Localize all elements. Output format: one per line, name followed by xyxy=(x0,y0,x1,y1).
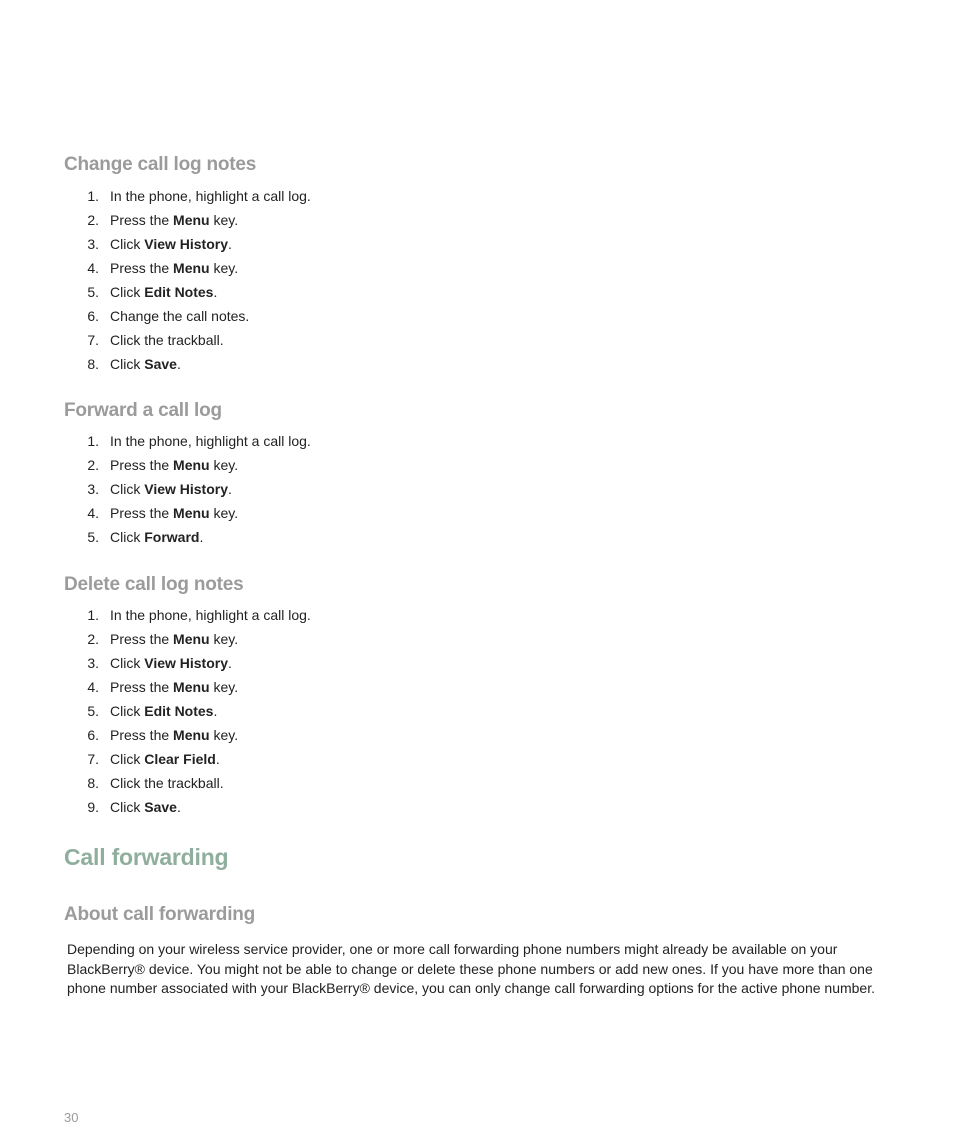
save-label: Save xyxy=(144,356,177,372)
section-heading: Forward a call log xyxy=(64,400,222,421)
section-heading: Change call log notes xyxy=(64,154,257,175)
list-item xyxy=(64,795,894,819)
menu-key-label: Menu xyxy=(173,631,210,647)
edit-notes-label: Edit Notes xyxy=(144,284,214,300)
step-number: 2. xyxy=(87,631,99,647)
view-history-label: View History xyxy=(144,655,229,671)
step-text: Click View History. xyxy=(110,481,232,497)
step-number: 8. xyxy=(87,356,99,372)
list-item xyxy=(64,771,894,795)
section-heading: Delete call log notes xyxy=(64,574,244,595)
section-change-call-log-notes xyxy=(64,153,894,376)
step-number: 4. xyxy=(87,505,99,521)
step-number: 4. xyxy=(87,679,99,695)
step-text: Click Forward. xyxy=(110,529,204,545)
section-forward-a-call-log xyxy=(64,399,894,549)
list-item xyxy=(64,477,894,501)
step-text: In the phone, highlight a call log. xyxy=(110,188,311,204)
step-text: Change the call notes. xyxy=(110,308,250,324)
step-text: Press the Menu key. xyxy=(110,212,239,228)
step-number: 1. xyxy=(87,433,99,449)
step-text: Press the Menu key. xyxy=(110,727,239,743)
step-number: 5. xyxy=(87,284,99,300)
step-number: 1. xyxy=(87,607,99,623)
step-number: 8. xyxy=(87,775,99,791)
step-number: 5. xyxy=(87,703,99,719)
menu-key-label: Menu xyxy=(173,212,210,228)
view-history-label: View History xyxy=(144,236,229,252)
list-item xyxy=(64,699,894,723)
steps-list xyxy=(64,429,894,549)
edit-notes-label: Edit Notes xyxy=(144,703,214,719)
list-item xyxy=(64,429,894,453)
step-text: Press the Menu key. xyxy=(110,679,239,695)
list-item xyxy=(64,352,894,376)
step-text: Press the Menu key. xyxy=(110,505,239,521)
step-number: 7. xyxy=(87,751,99,767)
section-delete-call-log-notes xyxy=(64,573,894,819)
list-item xyxy=(64,256,894,280)
step-number: 5. xyxy=(87,529,99,545)
menu-key-label: Menu xyxy=(173,679,210,695)
save-label: Save xyxy=(144,799,177,815)
list-item xyxy=(64,453,894,477)
about-paragraph: Depending on your wireless service provider, one or more call forwarding phone numbers might already be available on your BlackBerry® device. You might not be able to change or delete these phone numbers or add new ones. If you have more than one phone number associated with your BlackBerry® device, you can only change call forwarding options for the active phone number. xyxy=(67,941,875,996)
step-text: Click Clear Field. xyxy=(110,751,220,767)
list-item xyxy=(64,304,894,328)
menu-key-label: Menu xyxy=(173,260,210,276)
step-text: In the phone, highlight a call log. xyxy=(110,607,311,623)
step-number: 7. xyxy=(87,332,99,348)
step-number: 3. xyxy=(87,236,99,252)
step-number: 1. xyxy=(87,188,99,204)
view-history-label: View History xyxy=(144,481,229,497)
step-text: Click the trackball. xyxy=(110,775,224,791)
step-text: In the phone, highlight a call log. xyxy=(110,433,311,449)
steps-list xyxy=(64,184,894,376)
step-number: 2. xyxy=(87,212,99,228)
step-number: 3. xyxy=(87,655,99,671)
list-item xyxy=(64,328,894,352)
list-item xyxy=(64,280,894,304)
menu-key-label: Menu xyxy=(173,505,210,521)
list-item xyxy=(64,501,894,525)
list-item xyxy=(64,747,894,771)
step-text: Click Edit Notes. xyxy=(110,703,218,719)
step-text: Press the Menu key. xyxy=(110,260,239,276)
menu-key-label: Menu xyxy=(173,457,210,473)
section-heading: About call forwarding xyxy=(64,904,256,925)
step-number: 3. xyxy=(87,481,99,497)
steps-list xyxy=(64,603,894,819)
chapter-heading: Call forwarding xyxy=(64,844,229,870)
step-text: Click View History. xyxy=(110,236,232,252)
list-item xyxy=(64,723,894,747)
forward-label: Forward xyxy=(144,529,200,545)
step-text: Press the Menu key. xyxy=(110,631,239,647)
list-item xyxy=(64,525,894,549)
list-item xyxy=(64,627,894,651)
step-text: Click View History. xyxy=(110,655,232,671)
list-item xyxy=(64,603,894,627)
clear-field-label: Clear Field xyxy=(144,751,216,767)
step-number: 6. xyxy=(87,308,99,324)
step-number: 6. xyxy=(87,727,99,743)
step-text: Press the Menu key. xyxy=(110,457,239,473)
list-item xyxy=(64,675,894,699)
section-call-forwarding xyxy=(64,843,894,871)
step-number: 2. xyxy=(87,457,99,473)
section-about-call-forwarding xyxy=(64,903,894,999)
step-text: Click Edit Notes. xyxy=(110,284,218,300)
list-item xyxy=(64,208,894,232)
list-item xyxy=(64,232,894,256)
list-item xyxy=(64,651,894,675)
list-item xyxy=(64,184,894,208)
step-text: Click Save. xyxy=(110,356,181,372)
step-number: 9. xyxy=(87,799,99,815)
step-text: Click Save. xyxy=(110,799,181,815)
step-text: Click the trackball. xyxy=(110,332,224,348)
step-number: 4. xyxy=(87,260,99,276)
menu-key-label: Menu xyxy=(173,727,210,743)
page-number: 30 xyxy=(64,1110,79,1125)
